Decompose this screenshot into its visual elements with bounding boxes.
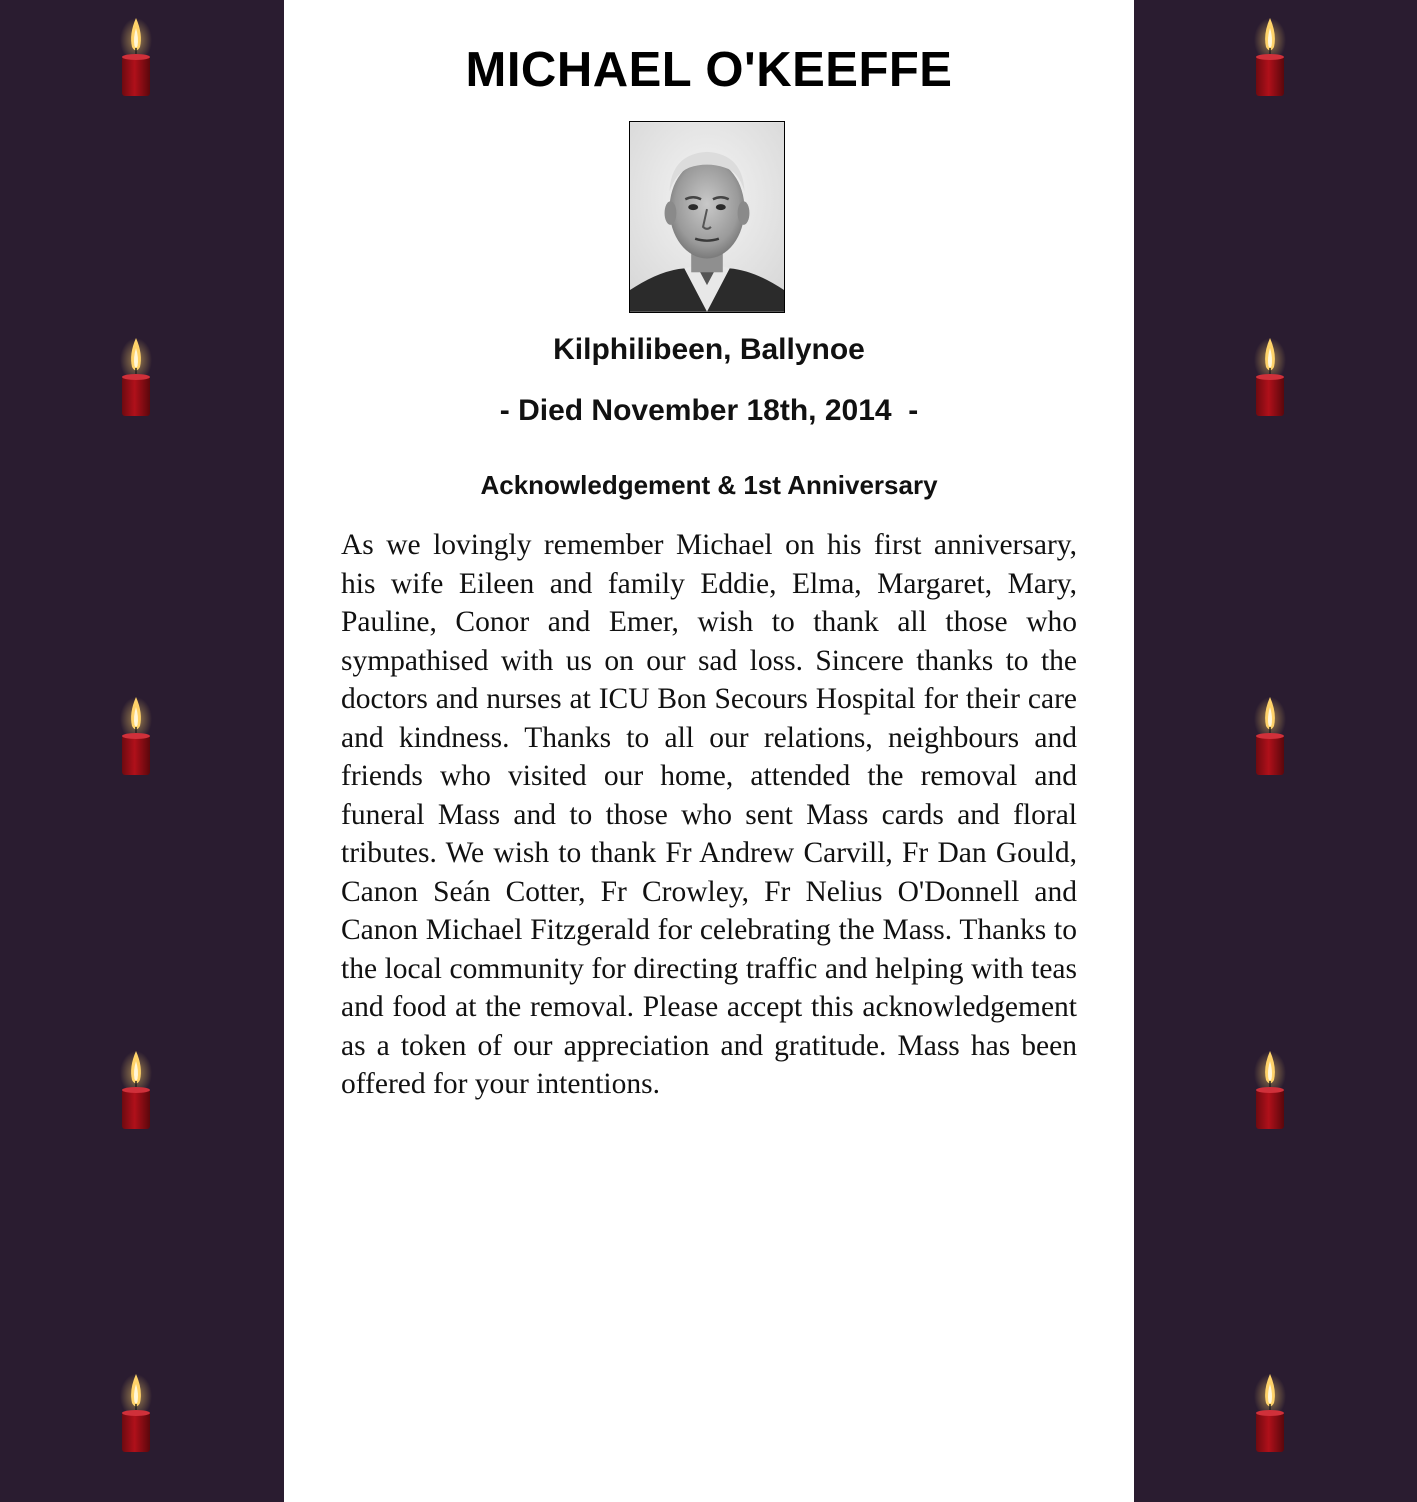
candle-icon — [1250, 334, 1290, 418]
candle-icon — [1250, 693, 1290, 777]
deceased-name: MICHAEL O'KEEFFE — [465, 43, 953, 97]
candle-icon — [116, 334, 156, 418]
right-border — [1134, 0, 1417, 1502]
location: Kilphilibeen, Ballynoe — [553, 333, 865, 366]
candle-icon — [1250, 1370, 1290, 1454]
portrait-photo — [629, 121, 785, 313]
candle-icon — [116, 14, 156, 98]
acknowledgement-text: As we lovingly remember Michael on his first anniversary, his wife Eileen and family Eddie, Elma, Margaret, Mary, Pauline, Conor and Emer, wish to thank all those who sympathised with us on our sad loss. Sincere thanks to the doctors and nurses at ICU Bon Secours Hospital for their care and kindness. Thanks to all our relations, neighbours and friends who visited our home, attended the removal and funeral Mass and to those who sent Mass cards and floral tributes. We wish to thank Fr Andrew Carvill, Fr Dan Gould, Canon Seán Cotter, Fr Crowley, Fr Nelius O'Donnell and Canon Michael Fitzgerald for celebrating the Mass. Thanks to the local community for directing traffic and helping with teas and food at the removal. Please accept this acknowledgement as a token of our appreciation and gratitude. Mass has been offered for your intentions. — [341, 529, 1077, 1100]
candle-icon — [1250, 14, 1290, 98]
candle-icon — [116, 1047, 156, 1131]
death-date: - Died November 18th, 2014 - — [499, 394, 919, 427]
candle-icon — [1250, 1047, 1290, 1131]
candle-icon — [116, 693, 156, 777]
notice-heading: Acknowledgement & 1st Anniversary — [480, 470, 938, 500]
candle-icon — [116, 1370, 156, 1454]
left-border — [0, 0, 284, 1502]
notice-panel — [284, 0, 1134, 1502]
